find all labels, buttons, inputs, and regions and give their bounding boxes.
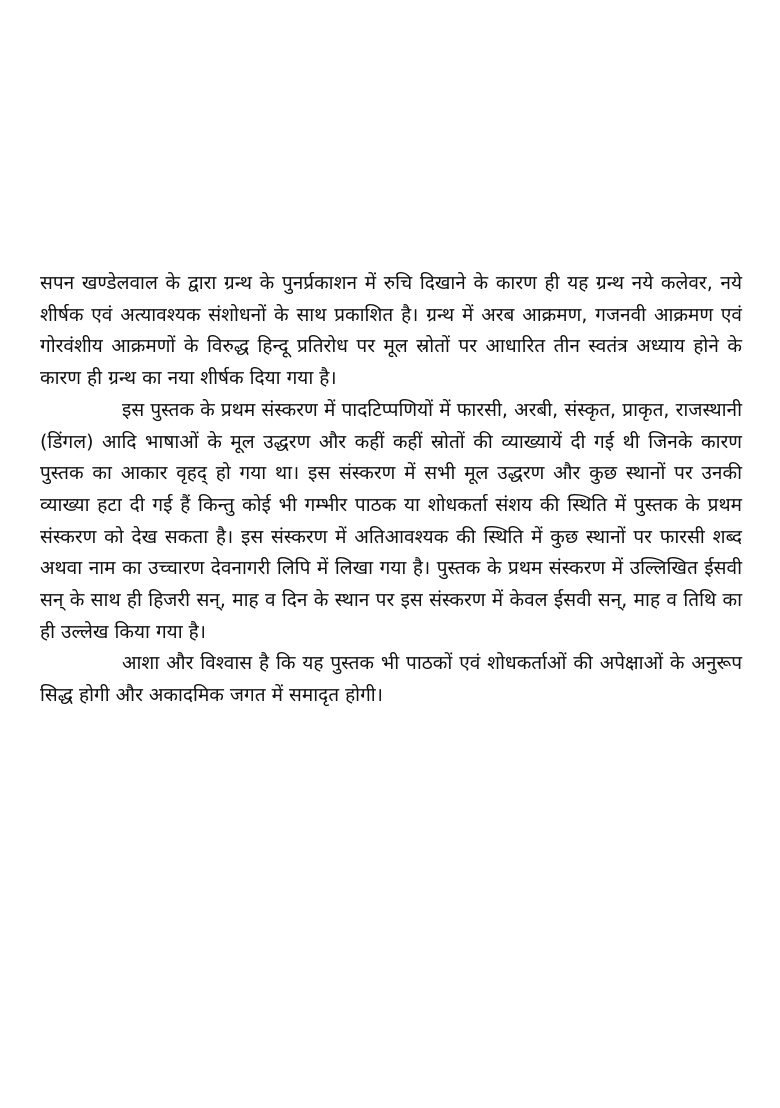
paragraph-2: इस पुस्तक के प्रथम संस्करण में पादटिप्पणियों में फारसी, अरबी, संस्कृत, प्राकृत, राजस्थानी (डिंगल) आदि भाषाओं के मूल उद्धरण और कहीं कहीं स्रोतों की व्याख्यायें दी गई थी जिनके कारण पुस्तक का आकार वृहद् हो गया था। इस संस्करण में सभी मूल उद्धरण और कुछ स्थानों पर उनकी व्याख्या हटा दी गई हैं किन्तु कोई भी गम्भीर पाठक या शोधकर्ता संशय की स्थिति में पुस्तक के प्रथम संस्करण को देख सकता है। इस संस्करण में अतिआवश्यक की स्थिति में कुछ स्थानों पर फारसी शब्द अथवा नाम का उच्चारण देवनागरी लिपि में लिखा गया है। पुस्तक के प्रथम संस्करण में उल्लिखित ईसवी सन् के साथ ही हिजरी सन्, माह व दिन के स्थान पर इस संस्करण में केवल ईसवी सन्, माह व तिथि का ही उल्लेख किया गया है। <box>40 398 742 643</box>
document-text-block <box>40 268 742 712</box>
paragraph-3: आशा और विश्वास है कि यह पुस्तक भी पाठकों एवं शोधकर्ताओं की अपेक्षाओं के अनुरूप सिद्ध होगी और अकादमिक जगत में समादृत होगी। <box>40 652 742 707</box>
paragraph-1: सपन खण्डेलवाल के द्वारा ग्रन्थ के पुनर्प्रकाशन में रुचि दिखाने के कारण ही यह ग्रन्थ नये कलेवर, नये शीर्षक एवं अत्यावश्यक संशोधनों के साथ प्रकाशित है। ग्रन्थ में अरब आक्रमण, गजनवी आक्रमण एवं गोरवंशीय आक्रमणों के विरुद्ध हिन्दू प्रतिरोध पर मूल स्रोतों पर आधारित तीन स्वतंत्र अध्याय होने के कारण ही ग्रन्थ का नया शीर्षक दिया गया है। <box>40 272 742 390</box>
